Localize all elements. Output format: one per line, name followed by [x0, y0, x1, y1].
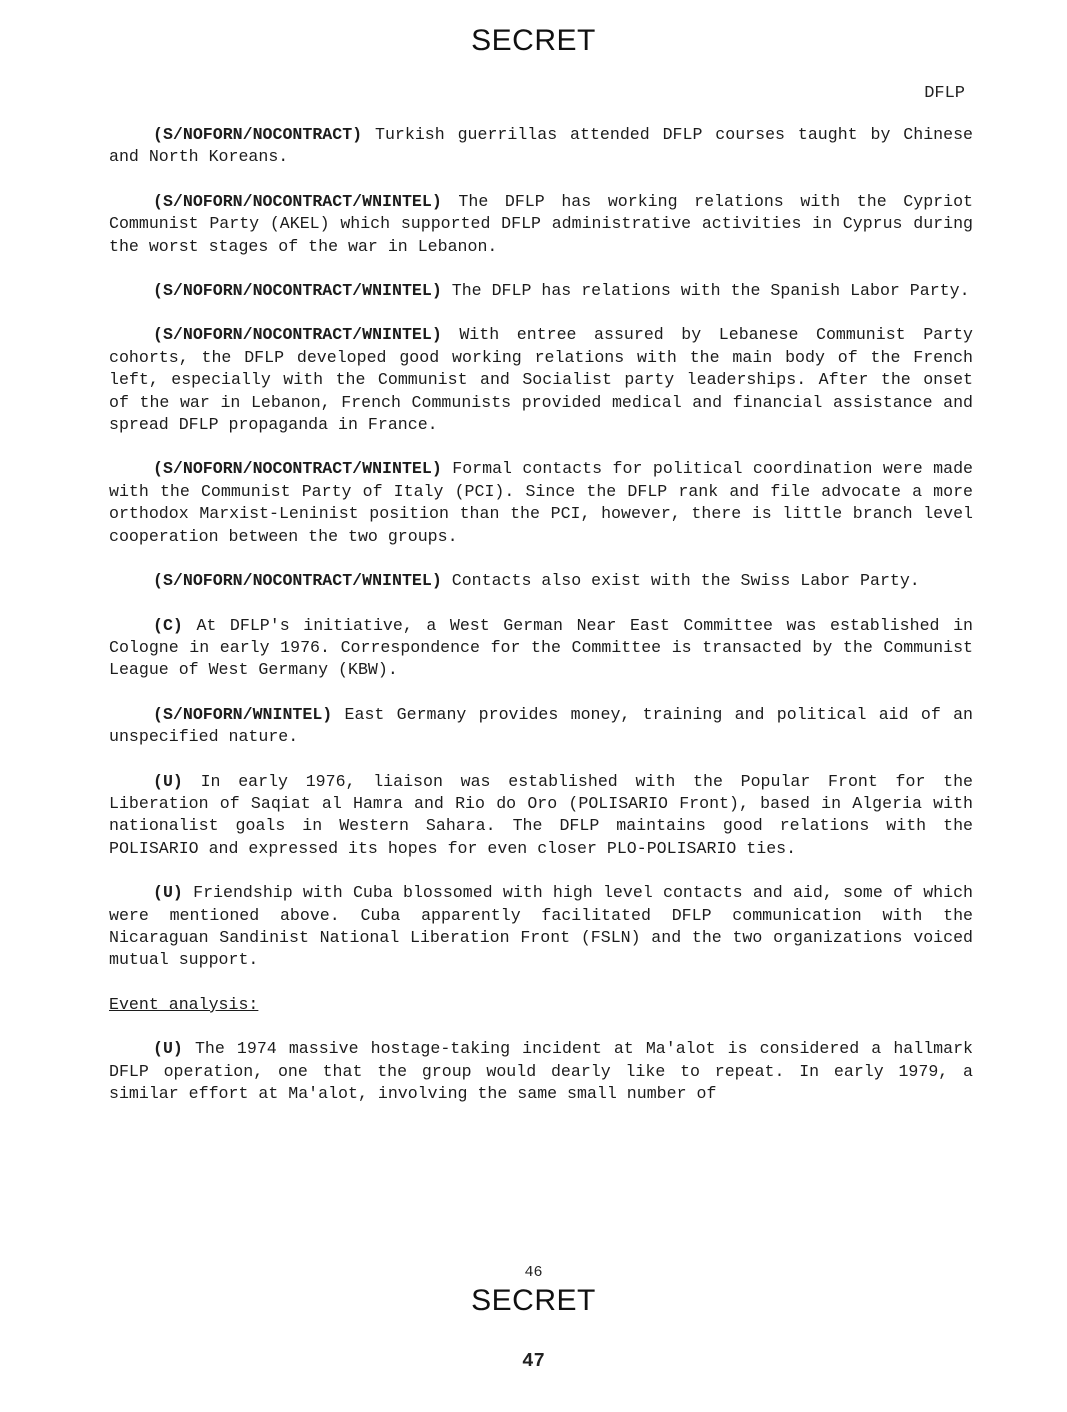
classification-marking: (S/NOFORN/NOCONTRACT/WNINTEL) [153, 571, 442, 591]
paragraph-west-german-committee [109, 615, 973, 682]
classification-marking: (U) [153, 771, 183, 791]
paragraph-french-left [109, 324, 973, 436]
classification-marking: (S/NOFORN/NOCONTRACT/WNINTEL) [153, 191, 442, 211]
classification-marking: (S/NOFORN/WNINTEL) [153, 704, 333, 724]
paragraph-turkish-guerrillas [109, 124, 973, 169]
classification-footer: SECRET [471, 1284, 596, 1317]
paragraph-text: In early 1976, liaison was established with the Popular Front for the Liberation of Saqiat al Hamra and Rio do Oro (POLISARIO Front), based in Algeria with nationalist goals in Western Sahara. The DFLP maintains good relations with the POLISARIO and expressed its hopes for even closer PLO-POLISARIO ties. [109, 771, 973, 858]
paragraph-italy-pci [109, 458, 973, 548]
pdf-page-number: 47 [522, 1350, 545, 1372]
document-tag: DFLP [924, 84, 965, 103]
paragraph-text: Turkish guerrillas attended DFLP courses taught by Chinese and North Koreans. [109, 125, 973, 167]
paragraph-maalot [109, 1038, 973, 1105]
paragraph-swiss-labor-party [109, 570, 973, 592]
paragraph-polisario [109, 771, 973, 861]
paragraph-cuba [109, 882, 973, 972]
paragraph-text: At DFLP's initiative, a West German Near East Committee was established in Cologne in early 1976. Correspondence for the Committee is transacted by the Communist League of West Germany (KBW). [109, 615, 973, 680]
classification-marking: (U) [153, 883, 183, 903]
classification-header: SECRET [471, 24, 596, 57]
classification-marking: (S/NOFORN/NOCONTRACT/WNINTEL) [153, 459, 442, 479]
paragraph-east-germany [109, 704, 973, 749]
paragraph-text: The DFLP has working relations with the Cypriot Communist Party (AKEL) which supported DFLP administrative activities in Cyprus during the worst stages of the war in Lebanon. [109, 191, 973, 256]
classification-marking: (S/NOFORN/NOCONTRACT) [153, 125, 363, 144]
document-body [109, 124, 973, 1127]
paragraph-text: Formal contacts for political coordination were made with the Communist Party of Italy (PCI). Since the DFLP rank and file advocate a more orthodox Marxist-Leninist position than the PCI, however, there is little branch level cooperation between the two groups. [109, 459, 973, 546]
page-number: 46 [524, 1264, 543, 1281]
classification-marking: (S/NOFORN/NOCONTRACT/WNINTEL) [153, 325, 442, 345]
paragraph-cypriot-communist-party [109, 191, 973, 258]
classification-marking: (S/NOFORN/NOCONTRACT/WNINTEL) [153, 281, 442, 301]
paragraph-text: With entree assured by Lebanese Communist Party cohorts, the DFLP developed good working relations with the main body of the French left, especially with the Communist and Socialist party leaderships. After the onset of the war in Lebanon, French Communists provided medical and financial assistance and spread DFLP propaganda in France. [109, 325, 973, 435]
paragraph-text: East Germany provides money, training and political aid of an unspecified nature. [109, 704, 973, 747]
paragraph-text: Friendship with Cuba blossomed with high level contacts and aid, some of which were mentioned above. Cuba apparently facilitated DFLP communication with the Nicaraguan Sandinist National Liberation Front (FSLN) and the two organizations voiced mutual support. [109, 883, 973, 970]
paragraph-text: The DFLP has relations with the Spanish Labor Party. [451, 281, 970, 301]
paragraph-text: The 1974 massive hostage-taking incident at Ma'alot is considered a hallmark DFLP operation, one that the group would dearly like to repeat. In early 1979, a similar effort at Ma'alot, involving the same small number of [109, 1039, 973, 1103]
classification-marking: (C) [153, 615, 183, 635]
paragraph-spanish-labor-party [109, 280, 973, 302]
section-heading-event-analysis: Event analysis: [109, 994, 259, 1014]
paragraph-text: Contacts also exist with the Swiss Labor Party. [451, 571, 920, 591]
classification-marking: (U) [153, 1039, 183, 1059]
